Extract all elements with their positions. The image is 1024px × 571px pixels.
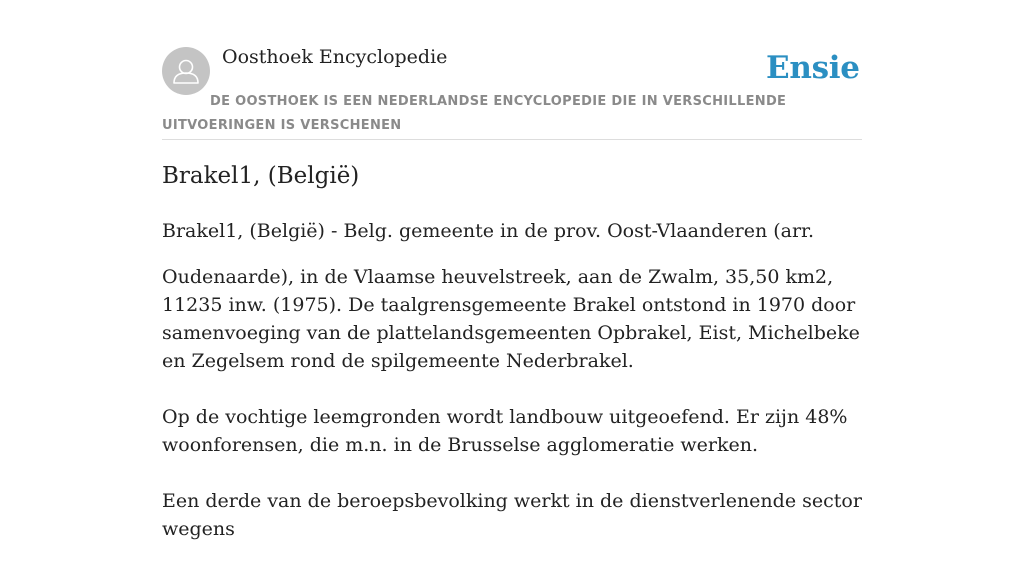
article-paragraph: Oudenaarde), in de Vlaamse heuvelstreek, aan de Zwalm, 35,50 km2, 11235 inw. (1975). De taalgrensgemeente Brakel ontstond in 1970 door samenvoeging van de plattelandsgemeenten Opbrakel, Eist, Michelbeke en Zegelsem rond de spilgemeente Nederbrakel. bbox=[162, 266, 860, 372]
article-body bbox=[162, 263, 862, 571]
source-name-link[interactable]: Oosthoek Encyclopedie bbox=[222, 46, 448, 68]
source-description: DE OOSTHOEK IS EEN NEDERLANDSE ENCYCLOPEDIE DIE IN VERSCHILLENDE UITVOERINGEN IS VERSCHENEN bbox=[162, 94, 787, 133]
article-lead: Brakel1, (België) - Belg. gemeente in de prov. Oost-Vlaanderen (arr. bbox=[162, 220, 815, 242]
article-paragraph: Op de vochtige leemgronden wordt landbouw uitgeoefend. Er zijn 48% woonforensen, die m.n. in de Brusselse agglomeratie werken. bbox=[162, 406, 848, 456]
ensie-logo[interactable]: Ensie bbox=[766, 50, 860, 86]
article-paragraph: Een derde van de beroepsbevolking werkt in de dienstverlenende sector wegens bbox=[162, 490, 862, 540]
user-silhouette-icon bbox=[162, 47, 210, 95]
source-avatar[interactable] bbox=[162, 47, 210, 95]
article-title: Brakel1, (België) bbox=[162, 163, 360, 189]
header-divider bbox=[162, 139, 862, 140]
